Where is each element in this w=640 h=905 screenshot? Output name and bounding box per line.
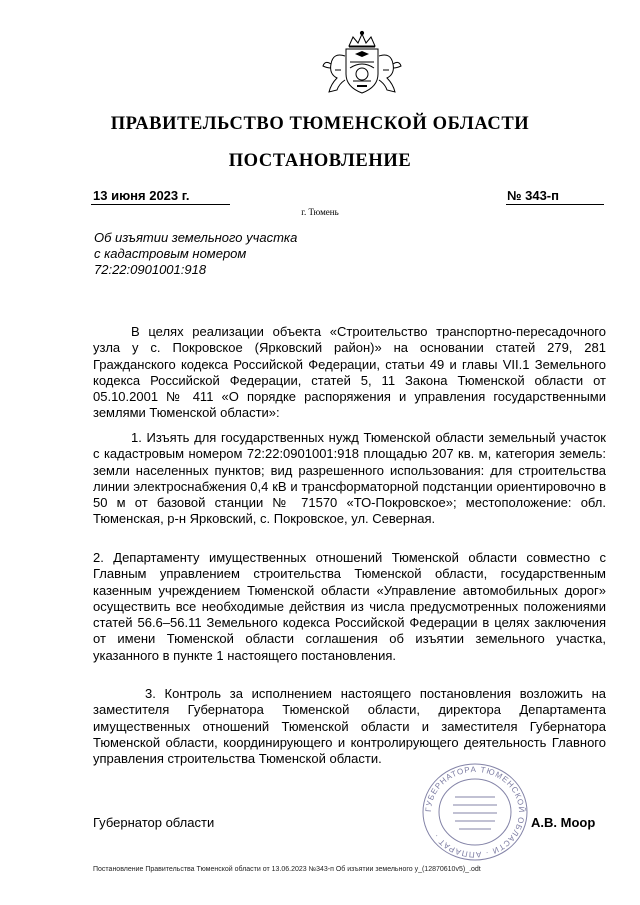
subject-line: Об изъятии земельного участка — [94, 230, 298, 245]
government-title: ПРАВИТЕЛЬСТВО ТЮМЕНСКОЙ ОБЛАСТИ — [110, 114, 530, 134]
official-seal-icon — [415, 757, 535, 867]
signer-name: А.В. Моор — [531, 815, 596, 830]
date-underline — [91, 204, 230, 205]
preamble-paragraph: В целях реализации объекта «Строительство транспортно-пересадочного узла у с. Покровское (Ярковский район)» на основании статей 279, 281 Гражданского кодекса Российской Федерации, статьи 49 и главы VII.1 Земельного кодекса Российской Федерации, статей 5, 11 Закона Тюменской области от 05.10.2001 № 411 «О порядке распоряжения и управления государственными землями Тюменской области»: — [93, 324, 606, 421]
number-underline — [506, 204, 604, 205]
document-date: 13 июня 2023 г. — [93, 188, 190, 203]
subject-line: 72:22:0901001:918 — [94, 262, 207, 277]
document-number: № 343-п — [507, 188, 559, 203]
clause-3-paragraph: 3. Контроль за исполнением настоящего постановления возложить на заместителя Губернатора Тюменской области, директора Департамента имущественных отношений Тюменской области и заместителя Губернатора Тюменской области, координирующего и контролирующего деятельность Главного управления строительства Тюменской области. — [93, 686, 606, 767]
subject-line: с кадастровым номером — [94, 246, 247, 261]
stamp-text: ГУБЕРНАТОРА ТЮМЕНСКОЙ ОБЛАСТИ · АППАРАТ · — [423, 764, 527, 860]
document-footer: Постановление Правительства Тюменской области от 13.06.2023 №343-п Об изъятии земельного у_(12870610v5)_.odt — [93, 866, 481, 873]
signer-title: Губернатор области — [93, 815, 215, 830]
document-place: г. Тюмень — [301, 207, 339, 217]
coat-of-arms-icon — [317, 30, 407, 100]
clause-2-paragraph: 2. Департаменту имущественных отношений Тюменской области совместно с Главным управлением строительства Тюменской области, государственным казенным учреждением Тюменской области «Управление автомобильных дорог» осуществить все необходимые действия из числа предусмотренных положениями статей 56.6–56.11 Земельного кодекса Российской Федерации в целях заключения от имени Тюменской области соглашения об изъятии земельного участка, указанного в пункте 1 настоящего постановления. — [93, 550, 606, 663]
document-subject — [94, 230, 344, 278]
clause-1-paragraph: 1. Изъять для государственных нужд Тюменской области земельный участок с кадастровым номером 72:22:0901001:918 площадью 207 кв. м, категория земель: земли населенных пунктов; вид разрешенного использования: для строительства линии электроснабжения 0,4 кВ и трансформаторной подстанции ориентировочно в 50 м от базовой станции № 71570 «ТО-Покровское»; местоположение: обл. Тюменская, р-н Ярковский, с. Покровское, ул. Северная. — [93, 430, 606, 527]
document-type: ПОСТАНОВЛЕНИЕ — [228, 151, 412, 171]
